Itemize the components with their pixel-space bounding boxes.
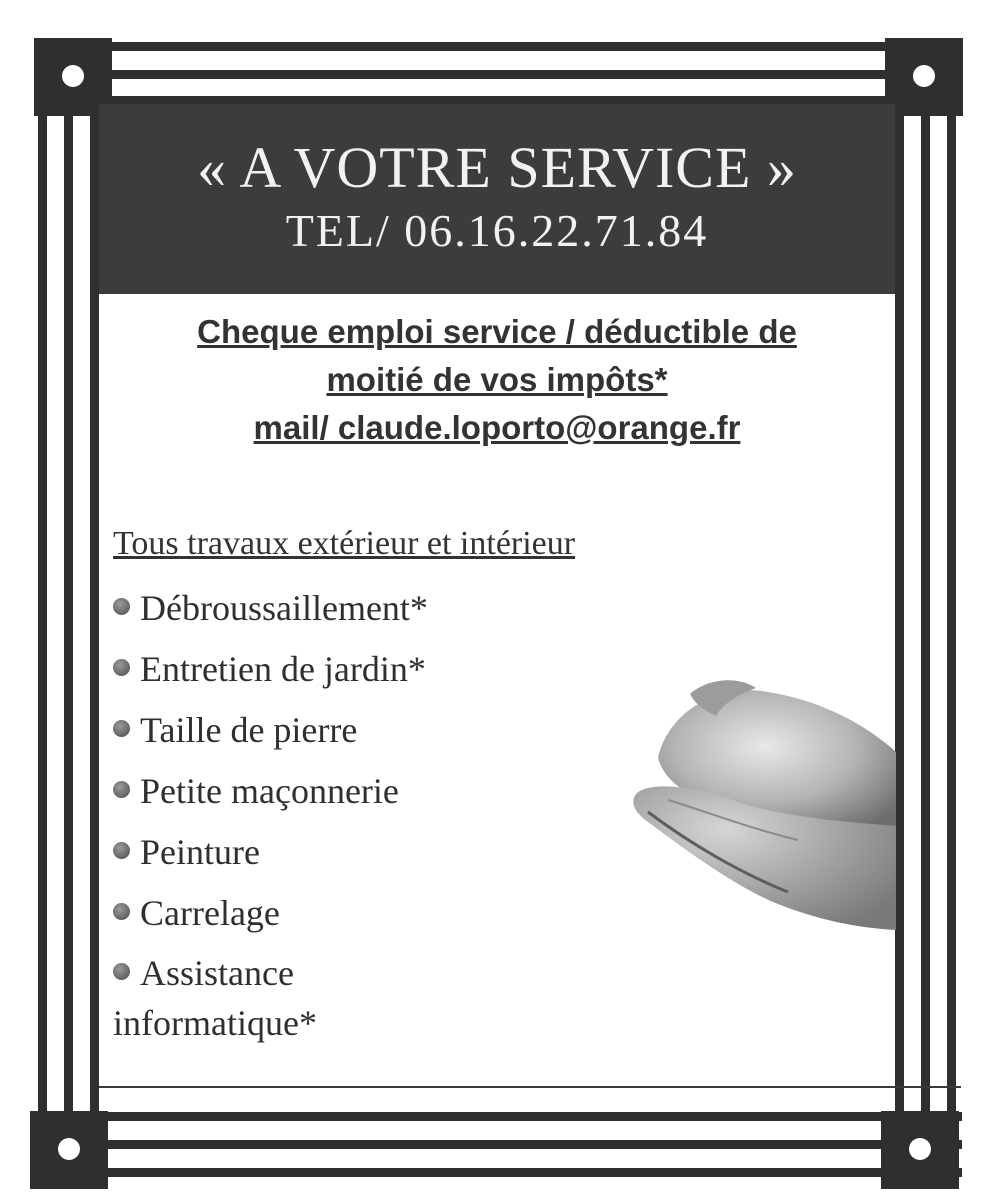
bullet-icon [113, 720, 130, 737]
frame-right-bar [947, 42, 956, 1177]
service-list [113, 582, 428, 1048]
frame-bottom-bar [40, 1140, 962, 1149]
bullet-icon [113, 781, 130, 798]
services-title: Tous travaux extérieur et intérieur [113, 525, 576, 562]
service-label: Peinture [140, 832, 260, 872]
header-band [99, 104, 895, 294]
list-item [113, 582, 428, 643]
frame-left-bar [38, 42, 47, 1177]
cupped-hands-image [628, 672, 896, 934]
list-item [113, 826, 428, 887]
bullet-icon [113, 598, 130, 615]
bottom-divider [99, 1086, 961, 1088]
info-tax-line: moitié de vos impôts* [326, 361, 668, 398]
service-label: Débroussaillement* [140, 588, 428, 628]
info-email-line: mail/ claude.loporto@orange.fr [253, 409, 741, 446]
frame-bottom-bar [40, 1168, 962, 1177]
service-label: Taille de pierre [140, 710, 358, 750]
list-item [113, 704, 428, 765]
frame-right-bar [895, 42, 904, 1177]
frame-left-bar [64, 42, 73, 1177]
list-item [113, 643, 428, 704]
service-label: Carrelage [140, 893, 280, 933]
frame-left-bar [90, 42, 99, 1177]
service-label: Petite maçonnerie [140, 771, 399, 811]
frame-bottom-bar [40, 1112, 962, 1121]
info-block [100, 308, 894, 452]
list-item [113, 887, 428, 948]
list-item [113, 765, 428, 826]
list-item [113, 948, 373, 1048]
frame-top-bar [40, 42, 962, 51]
bullet-icon [113, 903, 130, 920]
bullet-icon [113, 842, 130, 859]
header-phone: TEL/ 06.16.22.71.84 [285, 205, 709, 256]
frame-corner [881, 1111, 959, 1189]
frame-top-bar [40, 70, 962, 79]
bullet-icon [113, 659, 130, 676]
info-payment-line: Cheque emploi service / déductible de [197, 313, 797, 350]
frame-corner [30, 1111, 108, 1189]
frame-corner [885, 38, 963, 116]
service-label: Entretien de jardin* [140, 649, 426, 689]
bullet-icon [113, 963, 130, 980]
frame-right-bar [921, 42, 930, 1177]
service-label: Assistance informatique* [113, 953, 317, 1043]
header-title: « A VOTRE SERVICE » [197, 135, 797, 200]
